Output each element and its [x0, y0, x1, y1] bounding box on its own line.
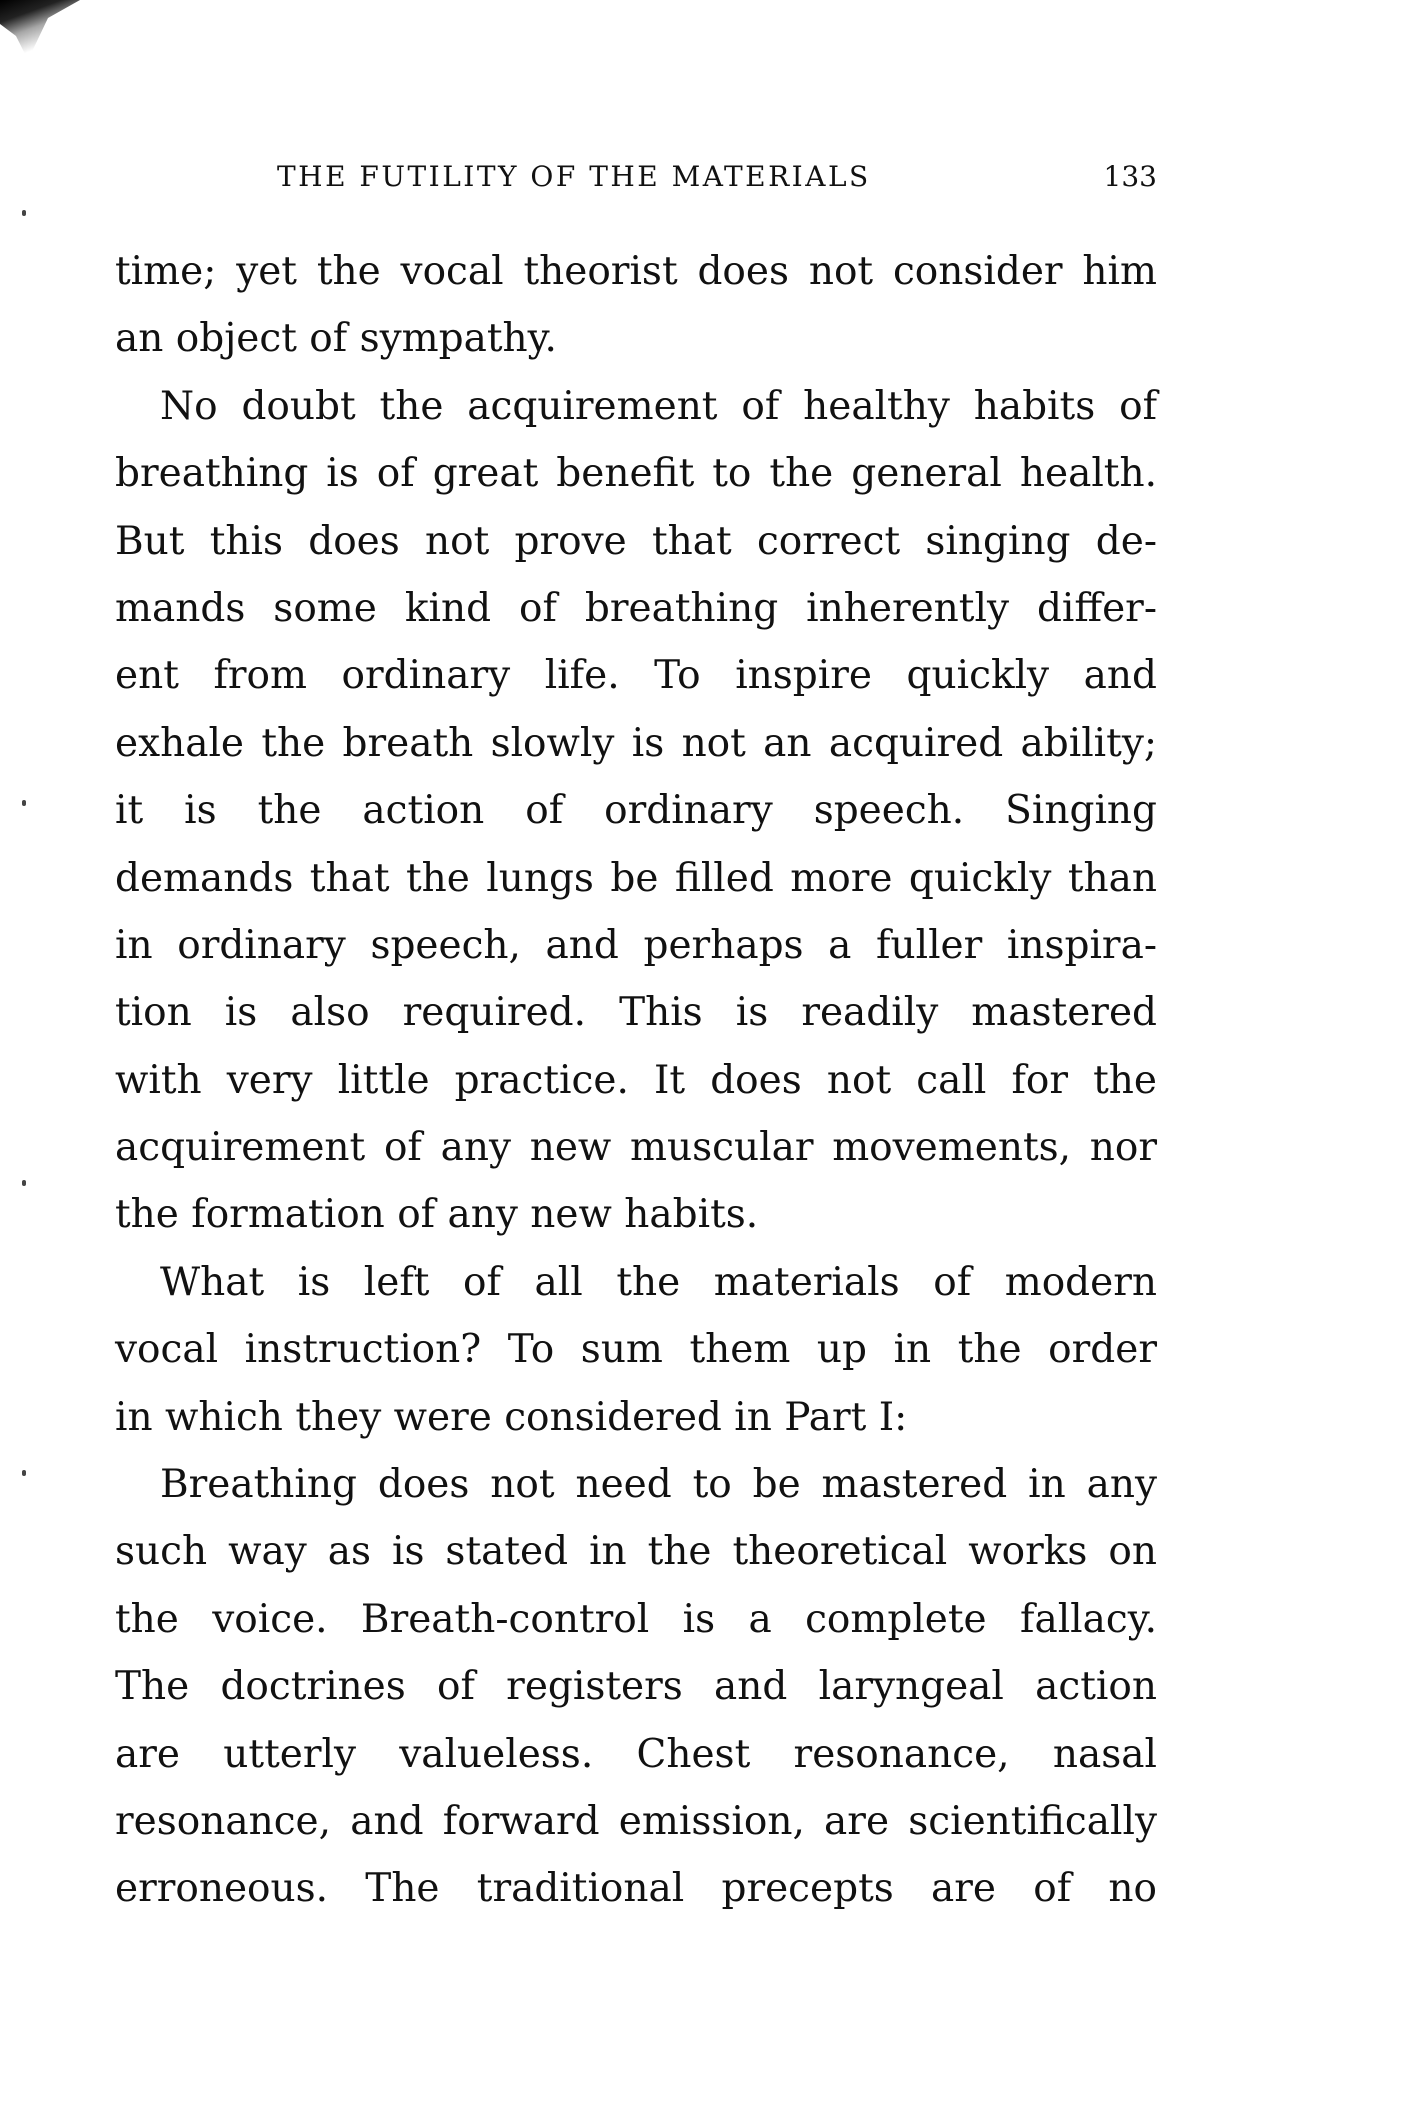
text-line: resonance, and forward emission, are scientifically	[115, 1798, 1157, 1844]
margin-speck	[22, 1470, 26, 1476]
text-line: Breathing does not need to be mastered in any	[160, 1462, 1157, 1508]
text-line: with very little practice. It does not call for the	[115, 1057, 1157, 1103]
margin-speck	[22, 800, 26, 806]
scan-smudge	[0, 0, 80, 60]
running-header	[115, 160, 1157, 200]
text-line: the voice. Breath-control is a complete fallacy.	[115, 1596, 1157, 1642]
text-line: in ordinary speech, and perhaps a fuller inspira-	[115, 922, 1157, 968]
running-title: THE FUTILITY OF THE MATERIALS	[277, 160, 871, 193]
text-line: exhale the breath slowly is not an acquired ability;	[115, 720, 1157, 766]
text-line: an object of sympathy.	[115, 316, 557, 362]
text-line: mands some kind of breathing inherently differ-	[115, 585, 1157, 631]
text-line: are utterly valueless. Chest resonance, nasal	[115, 1731, 1157, 1777]
text-line: acquirement of any new muscular movements, nor	[115, 1125, 1157, 1171]
text-line: But this does not prove that correct singing de-	[115, 518, 1157, 564]
text-line: No doubt the acquirement of healthy habits of	[160, 383, 1157, 429]
text-line: ent from ordinary life. To inspire quickly and	[115, 653, 1157, 699]
text-line: vocal instruction? To sum them up in the order	[115, 1327, 1157, 1373]
margin-speck	[22, 210, 26, 216]
margin-speck	[22, 1180, 26, 1186]
text-line: such way as is stated in the theoretical works on	[115, 1529, 1157, 1575]
text-line: tion is also required. This is readily mastered	[115, 990, 1157, 1036]
text-line: erroneous. The traditional precepts are of no	[115, 1866, 1157, 1912]
text-line: What is left of all the materials of modern	[160, 1259, 1157, 1305]
page-body	[115, 244, 1157, 1929]
text-line: it is the action of ordinary speech. Singing	[115, 788, 1157, 834]
text-line: demands that the lungs be filled more quickly than	[115, 855, 1157, 901]
text-line: in which they were considered in Part I:	[115, 1394, 908, 1440]
text-line: The doctrines of registers and laryngeal action	[115, 1664, 1157, 1710]
text-line: time; yet the vocal theorist does not consider him	[115, 249, 1157, 294]
text-line: breathing is of great benefit to the general health.	[115, 451, 1157, 497]
page-number: 133	[1103, 160, 1157, 193]
text-line: the formation of any new habits.	[115, 1192, 759, 1238]
